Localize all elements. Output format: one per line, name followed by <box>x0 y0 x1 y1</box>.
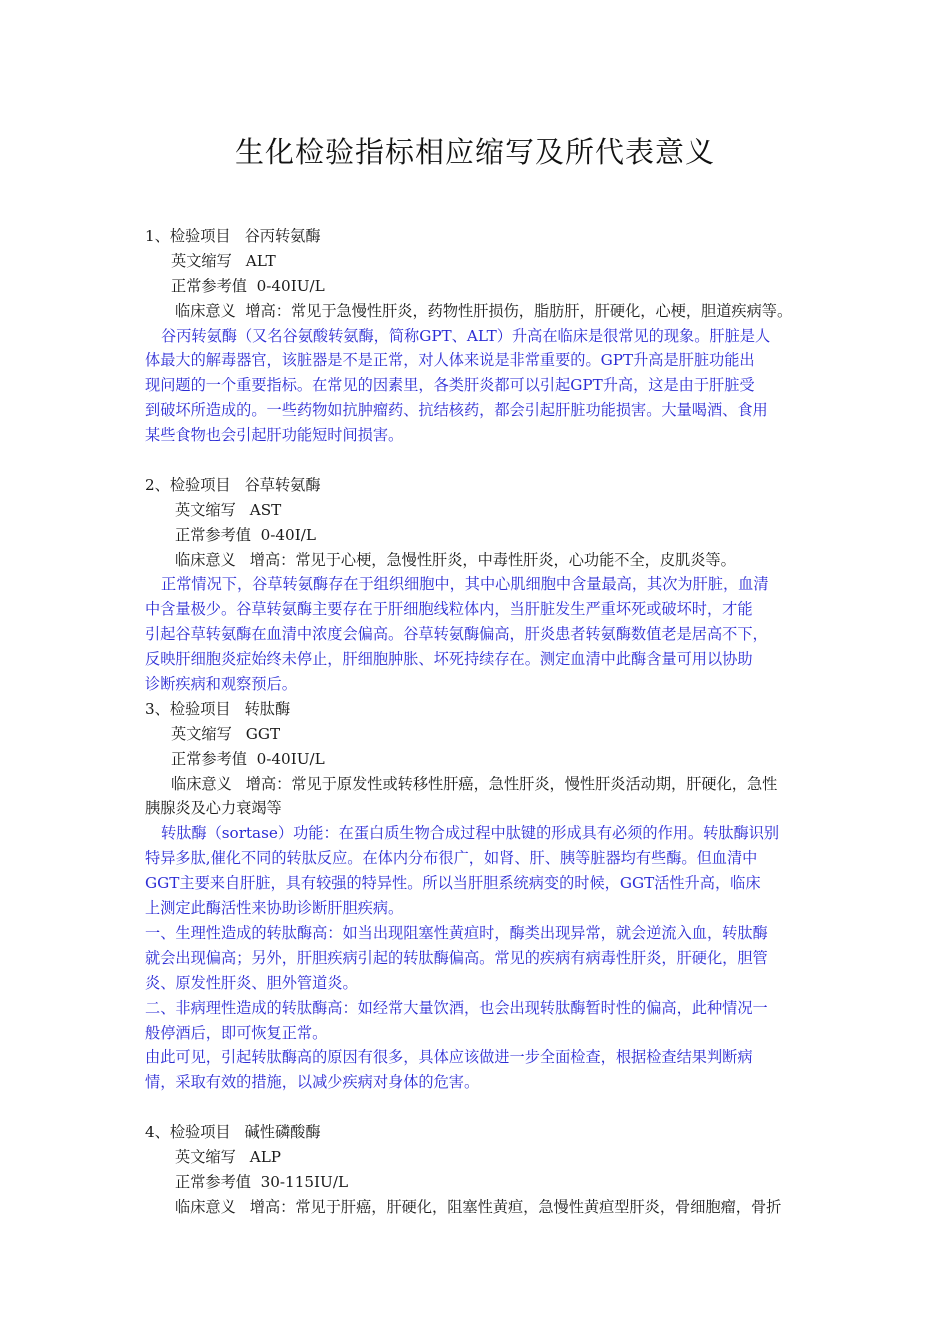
ref-value: 0-40IU/L <box>256 749 325 768</box>
item-section-2 <box>145 473 813 697</box>
description-paragraph <box>145 821 813 921</box>
abbr-value: ALP <box>249 1147 282 1166</box>
description-line: 中含量极少。谷草转氨酶主要存在于肝细胞线粒体内，当肝脏发生严重坏死或破坏时，才能 <box>145 600 753 619</box>
extra-line: 情，采取有效的措施，以减少疾病对身体的危害。 <box>145 1073 480 1092</box>
clinical-text: 增高：常见于原发性或转移性肝癌，急性肝炎，慢性肝炎活动期，肝硬化，急性 <box>245 774 778 793</box>
abbr-label: 英文缩写 <box>175 1147 236 1166</box>
ref-value: 0-40IU/L <box>256 276 325 295</box>
abbr-value: AST <box>249 500 282 519</box>
extra-line: 就会出现偏高；另外，肝胆疾病引起的转肽酶偏高。常见的疾病有病毒性肝炎，肝硬化，胆管 <box>145 948 768 967</box>
item-label: 4、检验项目 <box>145 1123 231 1142</box>
description-paragraph <box>145 572 813 696</box>
clinical-line <box>145 772 813 797</box>
description-line: 谷丙转氨酶（又名谷氨酸转氨酶，简称GPT、ALT）升高在临床是很常见的现象。肝脏是人 <box>161 326 771 345</box>
ref-line <box>145 1170 813 1195</box>
item-heading <box>145 224 813 249</box>
description-line: GGT主要来自肝脏，具有较强的特异性。所以当肝胆系统病变的时候，GGT活性升高，临床 <box>145 874 761 893</box>
spacer <box>145 448 813 473</box>
item-name: 碱性磷酸酶 <box>244 1123 321 1142</box>
clinical-line <box>145 299 813 324</box>
ref-value: 0-40I/L <box>260 525 316 544</box>
description-line: 反映肝细胞炎症始终未停止，肝细胞肿胀、坏死持续存在。测定血清中此酶含量可用以协助 <box>145 650 753 669</box>
item-name: 转肽酶 <box>244 699 291 718</box>
spacer <box>145 1095 813 1120</box>
clinical-text: 增高：常见于肝癌，肝硬化，阻塞性黄疸，急慢性黄疸型肝炎，骨细胞瘤，骨折 <box>249 1197 782 1216</box>
ref-line <box>145 523 813 548</box>
abbr-label: 英文缩写 <box>171 724 232 743</box>
clinical-line <box>145 548 813 573</box>
clinical-text: 增高：常见于急慢性肝炎，药物性肝损伤，脂肪肝，肝硬化，心梗，胆道疾病等。 <box>245 301 793 320</box>
abbr-line <box>145 722 813 747</box>
item-section-1 <box>145 224 813 448</box>
description-line: 特异多肽,催化不同的转肽反应。在体内分布很广，如肾、肝、胰等脏器均有些酶。但血清中 <box>145 849 758 868</box>
description-line: 正常情况下，谷草转氨酶存在于组织细胞中，其中心肌细胞中含量最高，其次为肝脏，血清 <box>161 575 769 594</box>
abbr-value: GGT <box>245 724 281 743</box>
ref-line <box>145 747 813 772</box>
ref-line <box>145 274 813 299</box>
description-line: 引起谷草转氨酶在血清中浓度会偏高。谷草转氨酶偏高，肝炎患者转氨酶数值老是居高不下， <box>145 625 768 644</box>
description-line: 现问题的一个重要指标。在常见的因素里，各类肝炎都可以引起GPT升高，这是由于肝脏受 <box>145 376 755 395</box>
clinical-label: 临床意义 <box>175 301 236 320</box>
abbr-value: ALT <box>245 251 276 270</box>
ref-label: 正常参考值 <box>175 1172 251 1191</box>
item-name: 谷丙转氨酶 <box>244 227 321 245</box>
document-title: 生化检验指标相应缩写及所代表意义 <box>234 135 715 169</box>
abbr-label: 英文缩写 <box>171 251 232 270</box>
description-line: 上测定此酶活性来协助诊断肝胆疾病。 <box>145 899 404 918</box>
extra-line: 般停酒后，即可恢复正常。 <box>145 1023 328 1042</box>
item-heading <box>145 1120 813 1145</box>
clinical-label: 临床意义 <box>175 1197 236 1216</box>
abbr-line <box>145 1145 813 1170</box>
description-line: 某些食物也会引起肝功能短时间损害。 <box>145 426 404 445</box>
ref-label: 正常参考值 <box>171 749 247 768</box>
item-section-3 <box>145 697 813 1095</box>
clinical-label: 临床意义 <box>175 550 236 569</box>
item-label: 1、检验项目 <box>145 227 231 245</box>
ref-label: 正常参考值 <box>175 525 251 544</box>
clinical-line <box>145 1195 813 1220</box>
extra-paragraph <box>145 921 813 1095</box>
description-line: 诊断疾病和观察预后。 <box>145 675 297 694</box>
extra-line: 由此可见，引起转肽酶高的原因有很多，具体应该做进一步全面检查，根据检查结果判断病 <box>145 1048 753 1067</box>
abbr-label: 英文缩写 <box>175 500 236 519</box>
extra-line: 二、非病理性造成的转肽酶高：如经常大量饮酒，也会出现转肽酶暂时性的偏高，此种情况一 <box>145 998 768 1017</box>
item-label: 3、检验项目 <box>145 699 231 718</box>
extra-line: 炎、原发性肝炎、胆外管道炎。 <box>145 973 358 992</box>
description-paragraph <box>145 324 813 448</box>
abbr-line <box>145 498 813 523</box>
item-heading <box>145 697 813 722</box>
description-line: 体最大的解毒器官，该脏器是不是正常，对人体来说是非常重要的。GPT升高是肝脏功能出 <box>145 351 755 370</box>
item-section-4 <box>145 1120 813 1220</box>
item-label: 2、检验项目 <box>145 475 231 494</box>
clinical-label: 临床意义 <box>171 774 232 793</box>
document-body <box>145 224 813 1220</box>
clinical-text-continued: 胰腺炎及心力衰竭等 <box>145 799 282 818</box>
ref-value: 30-115IU/L <box>260 1172 349 1191</box>
extra-line: 一、生理性造成的转肽酶高：如当出现阻塞性黄疸时，酶类出现异常，就会逆流入血，转肽酶 <box>145 923 768 942</box>
description-line: 转肽酶（sortase）功能：在蛋白质生物合成过程中肽键的形成具有必须的作用。转肽酶识别 <box>161 824 780 843</box>
item-heading <box>145 473 813 498</box>
clinical-text: 增高：常见于心梗，急慢性肝炎，中毒性肝炎，心功能不全，皮肌炎等。 <box>249 550 736 569</box>
abbr-line <box>145 249 813 274</box>
description-line: 到破坏所造成的。一些药物如抗肿瘤药、抗结核药，都会引起肝脏功能损害。大量喝酒、食用 <box>145 401 768 420</box>
ref-label: 正常参考值 <box>171 276 247 295</box>
item-name: 谷草转氨酶 <box>244 475 321 494</box>
